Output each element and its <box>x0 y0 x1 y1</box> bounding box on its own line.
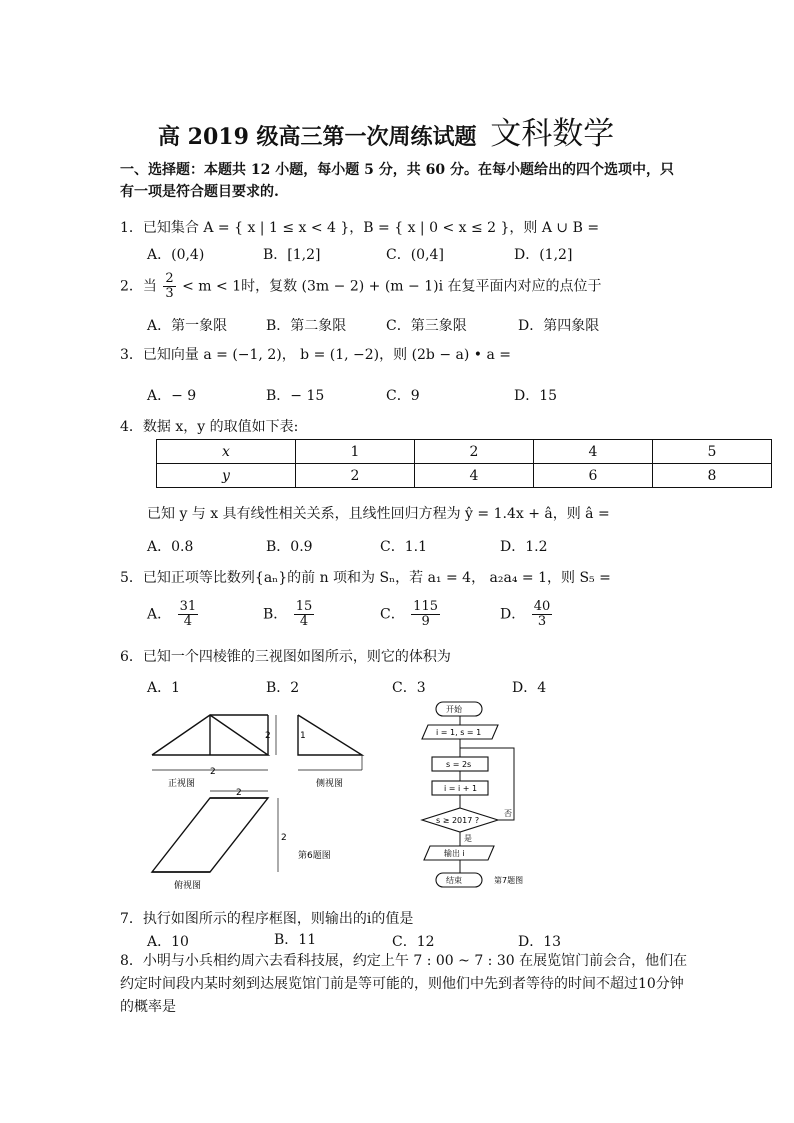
q2-option-c: C．第三象限 <box>386 318 467 334</box>
frac-den: 3 <box>537 614 547 629</box>
q6-option-c: C．3 <box>392 680 426 696</box>
table-header-y: y <box>157 464 296 488</box>
table-row <box>157 440 772 464</box>
q7-option-a: A．10 <box>147 934 189 950</box>
frac-num: 31 <box>179 599 197 614</box>
q2-stem-suffix: < m < 1时，复数 (3m − 2) + (m − 1)i 在复平面内对应的点位于 <box>182 278 602 295</box>
q4-stem: 4．数据 x，y 的取值如下表: <box>120 419 299 435</box>
q7-option-d: D．13 <box>518 934 562 950</box>
q6-stem: 6．已知一个四棱锥的三视图如图所示，则它的体积为 <box>120 649 451 665</box>
dim-label-2b: 2 <box>265 731 271 741</box>
q3-option-b: B．− 15 <box>266 388 325 404</box>
q5-stem: 5．已知正项等比数列{aₙ}的前 n 项和为 Sₙ，若 a₁ = 4， a₂a₄ = 1，则 S₅ = <box>120 570 611 586</box>
q2-stem <box>120 272 602 301</box>
frac-num: 40 <box>533 599 551 614</box>
q1-stem: 1．已知集合 A = { x | 1 ≤ x < 4 }，B = { x | 0 < x ≤ 2 }，则 A ∪ B = <box>120 220 600 236</box>
fc-cond-text: s ≥ 2017 ? <box>436 816 480 825</box>
table-cell: 1 <box>296 440 415 464</box>
q3-option-c: C．9 <box>386 388 420 404</box>
q1-option-c: C．(0,4] <box>386 247 444 263</box>
section-header: 一、选择题：本题共 12 小题，每小题 5 分，共 60 分。在每小题给出的四个选项中，只有一项是符合题目要求的. <box>120 162 674 200</box>
q5-d-fraction <box>532 600 553 629</box>
title-subject: 文科数学 <box>490 116 615 152</box>
q3-option-a: A．− 9 <box>147 388 197 404</box>
q1-option-a: A．(0,4) <box>147 247 205 263</box>
table-cell: 2 <box>415 440 534 464</box>
table-header-x: x <box>157 440 296 464</box>
table-cell: 8 <box>653 464 772 488</box>
q2-option-b: B．第二象限 <box>266 318 347 334</box>
q5-option-c <box>380 600 442 629</box>
q4-option-b: B．0.9 <box>266 539 313 555</box>
fc-end-text: 结束 <box>446 876 462 885</box>
title-main: 高 2019 级高三第一次周练试题 <box>158 124 477 150</box>
dim-label-2a: 2 <box>210 767 216 777</box>
front-view-label: 正视图 <box>168 779 196 789</box>
q5-b-fraction <box>294 600 315 629</box>
q4-option-c: C．1.1 <box>380 539 427 555</box>
fc-start-text: 开始 <box>446 705 462 714</box>
q2-option-d: D．第四象限 <box>518 318 600 334</box>
fig7-label: 第7题图 <box>494 876 524 885</box>
q5-d-prefix: D． <box>500 606 526 623</box>
q2-stem-prefix: 2．当 <box>120 278 157 295</box>
frac-den: 9 <box>421 614 430 629</box>
q5-a-prefix: A． <box>147 606 172 623</box>
q7-stem: 7．执行如图所示的程序框图，则输出的i的值是 <box>120 911 414 927</box>
q7-option-c: C．12 <box>392 934 435 950</box>
top-view-shape <box>152 798 268 872</box>
q3-stem: 3．已知向量 a = (−1, 2)， b = (1, −2)，则 (2b − a) • a = <box>120 347 512 363</box>
dim-label-2d: 2 <box>281 833 287 843</box>
top-view-label: 俯视图 <box>174 881 202 891</box>
fc-i-text: i = i + 1 <box>444 784 478 793</box>
fc-init-text: i = 1, s = 1 <box>436 728 482 737</box>
table-row <box>157 464 772 488</box>
q1-option-b: B．[1,2] <box>263 247 321 263</box>
page-title <box>158 108 614 153</box>
q5-option-a <box>147 600 200 629</box>
frac-num: 115 <box>413 599 438 614</box>
q2-option-a: A．第一象限 <box>147 318 228 334</box>
q4-stem-2: 已知 y 与 x 具有线性相关关系，且线性回归方程为 ŷ = 1.4x + â，则 â = <box>147 506 610 522</box>
frac-den: 4 <box>299 614 309 629</box>
table-cell: 6 <box>534 464 653 488</box>
table-cell: 4 <box>534 440 653 464</box>
table-cell: 2 <box>296 464 415 488</box>
q2-frac-num: 2 <box>165 271 174 286</box>
dim-label-1: 1 <box>300 731 306 741</box>
flowchart-figure <box>418 700 558 895</box>
fig6-label: 第6题图 <box>298 851 331 861</box>
side-view-shape <box>298 715 362 755</box>
three-view-figure <box>140 700 380 895</box>
q3-option-d: D．15 <box>514 388 558 404</box>
fc-output-text: 输出 i <box>444 849 465 858</box>
q4-option-d: D．1.2 <box>500 539 548 555</box>
fc-no-text: 否 <box>504 809 512 818</box>
q7-option-b: B．11 <box>274 932 317 948</box>
q4-data-table <box>156 439 772 488</box>
q6-option-a: A．1 <box>147 680 181 696</box>
table-cell: 4 <box>415 464 534 488</box>
q6-option-b: B．2 <box>266 680 300 696</box>
q6-option-d: D．4 <box>512 680 547 696</box>
q5-option-b <box>263 600 316 629</box>
q2-fraction <box>163 272 175 301</box>
side-view-label: 侧视图 <box>316 779 344 789</box>
dim-label-2c: 2 <box>236 788 242 798</box>
q5-b-prefix: B． <box>263 606 288 623</box>
fc-yes-text: 是 <box>464 834 472 843</box>
q2-frac-den: 3 <box>165 286 174 301</box>
q5-c-fraction <box>411 600 440 629</box>
q4-option-a: A．0.8 <box>147 539 194 555</box>
q5-c-prefix: C． <box>380 606 405 623</box>
fc-s-text: s = 2s <box>446 760 472 769</box>
q5-a-fraction <box>178 600 199 629</box>
q8-stem: 8．小明与小兵相约周六去看科技展，约定上午 7 : 00 ~ 7 : 30 在展览馆门前会合，他们在约定时间段内某时刻到达展览馆门前是等可能的，则他们中先到者等待的时间不超过10分钟的概率是 <box>120 953 688 1015</box>
frac-den: 4 <box>183 614 192 629</box>
q5-option-d <box>500 600 554 629</box>
table-cell: 5 <box>653 440 772 464</box>
q1-option-d: D．(1,2] <box>514 247 573 263</box>
frac-num: 15 <box>295 599 313 614</box>
